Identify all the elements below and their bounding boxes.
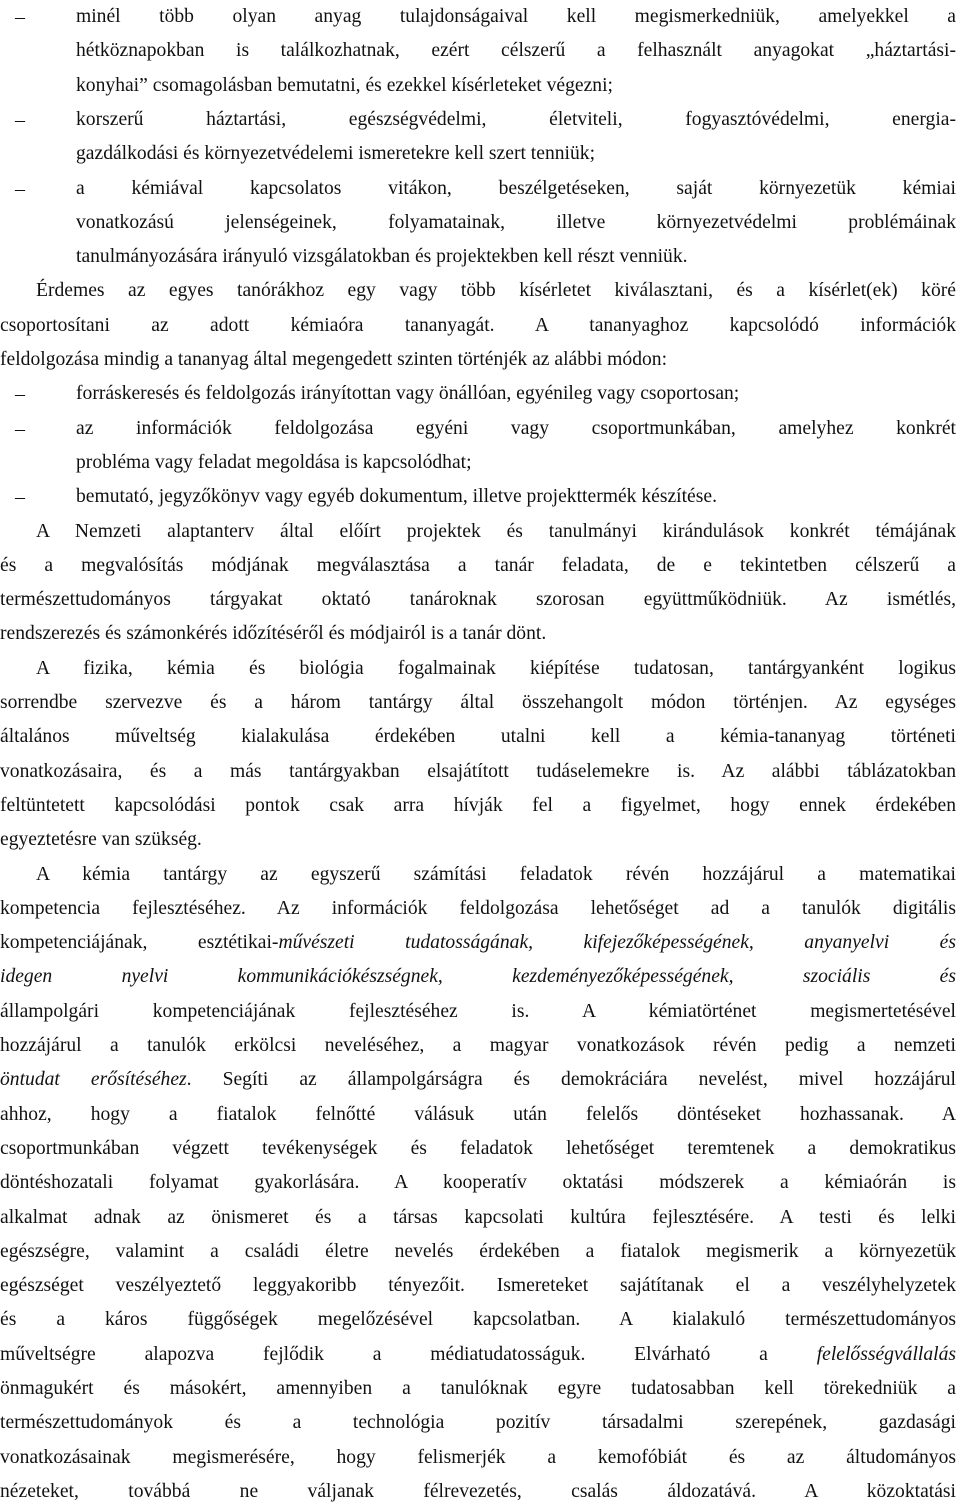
text-segment: forráskeresés és feldolgozás irányítottan vagy önállóan, egyénileg vagy csoportosan; — [76, 383, 740, 405]
text-line — [76, 240, 956, 274]
text-line — [36, 515, 956, 549]
text-line — [0, 1063, 956, 1097]
bullet-dash: – — [15, 108, 25, 131]
text-segment: csoportosítani az adott kémiaóra tananyagát. A tananyaghoz kapcsolódó információk — [0, 314, 956, 336]
text-segment: csoportmunkában végzett tevékenységek és feladatok lehetőséget teremtenek a demokratikus — [0, 1137, 956, 1159]
text-line — [0, 1166, 956, 1200]
text-line — [0, 755, 956, 789]
text-segment: bemutató, jegyzőkönyv vagy egyéb dokumentum, illetve projekttermék készítése. — [76, 486, 717, 508]
text-segment: műveltségre alapozva fejlődik a médiatudatosságuk. Elvárható a — [0, 1343, 817, 1365]
text-line — [0, 617, 956, 651]
text-line — [36, 858, 956, 892]
text-segment: természettudományos tárgyakat oktató tanároknak szorosan együttműködniük. Az ismétlés, — [0, 589, 956, 611]
text-segment: alkalmat adnak az önismeret és a társas kapcsolati kultúra fejlesztésére. A testi és lelki — [0, 1206, 956, 1228]
bullet-dash: – — [15, 417, 25, 440]
text-segment: hozzájárul a tanulók erkölcsi neveléséhez, a magyar vonatkozások révén pedig a nemzeti — [0, 1035, 956, 1056]
text-segment: hétköznapokban is találkozhatnak, ezért célszerű a felhasznált anyagokat „háztartási- — [76, 40, 956, 62]
text-line — [76, 103, 956, 137]
text-segment: konyhai” csomagolásban bemutatni, és ezekkel kísérleteket végezni; — [76, 74, 613, 96]
text-segment: egészségre, valamint a családi életre nevelés érdekében a fiatalok megismerik a környezetük — [0, 1240, 956, 1262]
text-line — [36, 274, 956, 308]
text-segment: sorrendbe szervezve és a három tantárgy által összehangolt módon történjen. Az egységes — [0, 692, 956, 713]
italic-text-segment: felelősségvállalás — [816, 1343, 956, 1365]
text-line — [0, 1406, 956, 1440]
text-line — [0, 926, 956, 960]
text-line — [0, 1303, 956, 1337]
text-segment: rendszerezés és számonkérés időzítéséről és módjairól is a tanár dönt. — [0, 623, 547, 645]
bullet-dash: – — [15, 383, 25, 406]
text-segment: gazdálkodási és környezetvédelemi ismeretekre kell szert tenniük; — [76, 143, 596, 165]
text-segment: vonatkozásaira, és a más tantárgyakban elsajátított tudáselemekre is. Az alábbi táblázatokban — [0, 760, 956, 782]
text-line — [0, 686, 956, 720]
text-line — [0, 720, 956, 754]
text-line — [0, 1201, 956, 1235]
text-line — [0, 1441, 956, 1475]
text-line — [0, 1269, 956, 1303]
text-segment: vonatkozású jelenségeinek, folyamatainak, illetve környezetvédelmi problémáinak — [76, 211, 956, 233]
text-segment: kompetencia fejlesztéséhez. Az információk feldolgozása lehetőséget ad a tanulók digitális — [0, 897, 956, 919]
text-segment: általános műveltség kialakulása érdekében utalni kell a kémia-tananyag történeti — [0, 726, 956, 748]
text-segment: és a káros függőségek megelőzésével kapcsolatban. A kialakuló természettudományos — [0, 1309, 956, 1331]
text-line — [0, 789, 956, 823]
text-segment: egészséget veszélyeztető leggyakoribb tényezőit. Ismereteket sajátítanak el a veszélyhelyzetek — [0, 1275, 956, 1297]
text-line — [0, 583, 956, 617]
text-line — [0, 823, 956, 857]
text-segment: nézeteket, továbbá ne váljanak félrevezetés, csalás áldozatává. A közoktatási — [0, 1480, 956, 1502]
text-segment: egyeztetésre van szükség. — [0, 829, 202, 851]
text-segment: A Nemzeti alaptanterv által előírt projektek és tanulmányi kirándulások konkrét témájának — [36, 520, 956, 542]
text-segment: . Segíti az állampolgárságra és demokráciára nevelést, mivel hozzájárul — [186, 1069, 956, 1091]
text-line — [0, 1372, 956, 1406]
text-line — [0, 995, 956, 1029]
text-line — [0, 1029, 956, 1063]
text-line — [36, 652, 956, 686]
italic-text-segment: öntudat erősítéséhez — [0, 1069, 187, 1091]
text-line — [76, 446, 956, 480]
text-segment: Érdemes az egyes tanórákhoz egy vagy több kísérletet kiválasztani, és a kísérlet(ek) köré — [36, 280, 956, 302]
text-segment: döntéshozatali folyamat gyakorlására. A kooperatív oktatási módszerek a kémiaórán is — [0, 1172, 956, 1194]
text-segment: az információk feldolgozása egyéni vagy csoportmunkában, amelyhez konkrét — [76, 417, 956, 439]
text-segment: A fizika, kémia és biológia fogalmainak kiépítése tudatosan, tantárgyanként logikus — [36, 657, 956, 679]
text-segment: korszerű háztartási, egészségvédelmi, életviteli, fogyasztóvédelmi, energia- — [76, 108, 956, 130]
text-segment: vonatkozásainak megismerésére, hogy felismerjék a kemofóbiát és az áltudományos — [0, 1446, 956, 1468]
bullet-dash: – — [15, 6, 25, 28]
text-segment: és a megvalósítás módjának megválasztása a tanár feladata, de e tekintetben célszerű a — [0, 554, 956, 576]
text-line — [76, 69, 956, 103]
text-segment: feldolgozása mindig a tananyag által megengedett szinten történjék az alábbi módon: — [0, 349, 668, 370]
text-line — [0, 1338, 956, 1372]
text-line — [76, 137, 956, 171]
text-line — [0, 1235, 956, 1269]
text-segment: minél több olyan anyag tulajdonságaival kell megismerkedniük, amelyekkel a — [76, 6, 956, 27]
text-line — [76, 480, 956, 514]
text-segment: tanulmányozására irányuló vizsgálatokban és projektekben kell részt venniük. — [76, 246, 688, 268]
text-segment: állampolgári kompetenciájának fejlesztéséhez is. A kémiatörténet megismertetésével — [0, 1000, 956, 1022]
text-line — [0, 549, 956, 583]
text-line — [76, 0, 956, 34]
text-line — [76, 34, 956, 68]
text-line — [76, 172, 956, 206]
text-segment: ahhoz, hogy a fiatalok felnőtté válásuk után felelős döntéseket hozhassanak. A — [0, 1103, 956, 1125]
italic-text-segment: idegen nyelvi kommunikációkészségnek, kezdeményezőképességének, szociális és — [0, 966, 956, 988]
text-line — [76, 206, 956, 240]
text-line — [0, 960, 956, 994]
text-line — [0, 1098, 956, 1132]
text-segment: probléma vagy feladat megoldása is kapcsolódhat; — [76, 451, 472, 473]
text-segment: a kémiával kapcsolatos vitákon, beszélgetéseken, saját környezetük kémiai — [76, 177, 956, 199]
bullet-dash: – — [15, 486, 25, 509]
text-line — [0, 309, 956, 343]
text-line — [0, 892, 956, 926]
text-line — [76, 412, 956, 446]
text-segment: feltüntetett kapcsolódási pontok csak arra hívják fel a figyelmet, hogy ennek érdekében — [0, 794, 956, 816]
bullet-dash: – — [15, 177, 25, 200]
text-line — [76, 377, 956, 411]
text-line — [0, 1475, 956, 1509]
text-segment: A kémia tantárgy az egyszerű számítási feladatok révén hozzájárul a matematikai — [36, 863, 956, 885]
text-segment: önmagukért és másokért, amennyiben a tanulóknak egyre tudatosabban kell törekedniük a — [0, 1378, 956, 1399]
italic-text-segment: művészeti tudatosságának, kifejezőképességének, anyanyelvi és — [278, 932, 956, 954]
text-segment: természettudományok és a technológia pozitív társadalmi szerepének, gazdasági — [0, 1412, 956, 1434]
text-segment: kompetenciájának, esztétikai- — [0, 932, 279, 954]
text-line — [0, 1132, 956, 1166]
text-line — [0, 343, 956, 377]
